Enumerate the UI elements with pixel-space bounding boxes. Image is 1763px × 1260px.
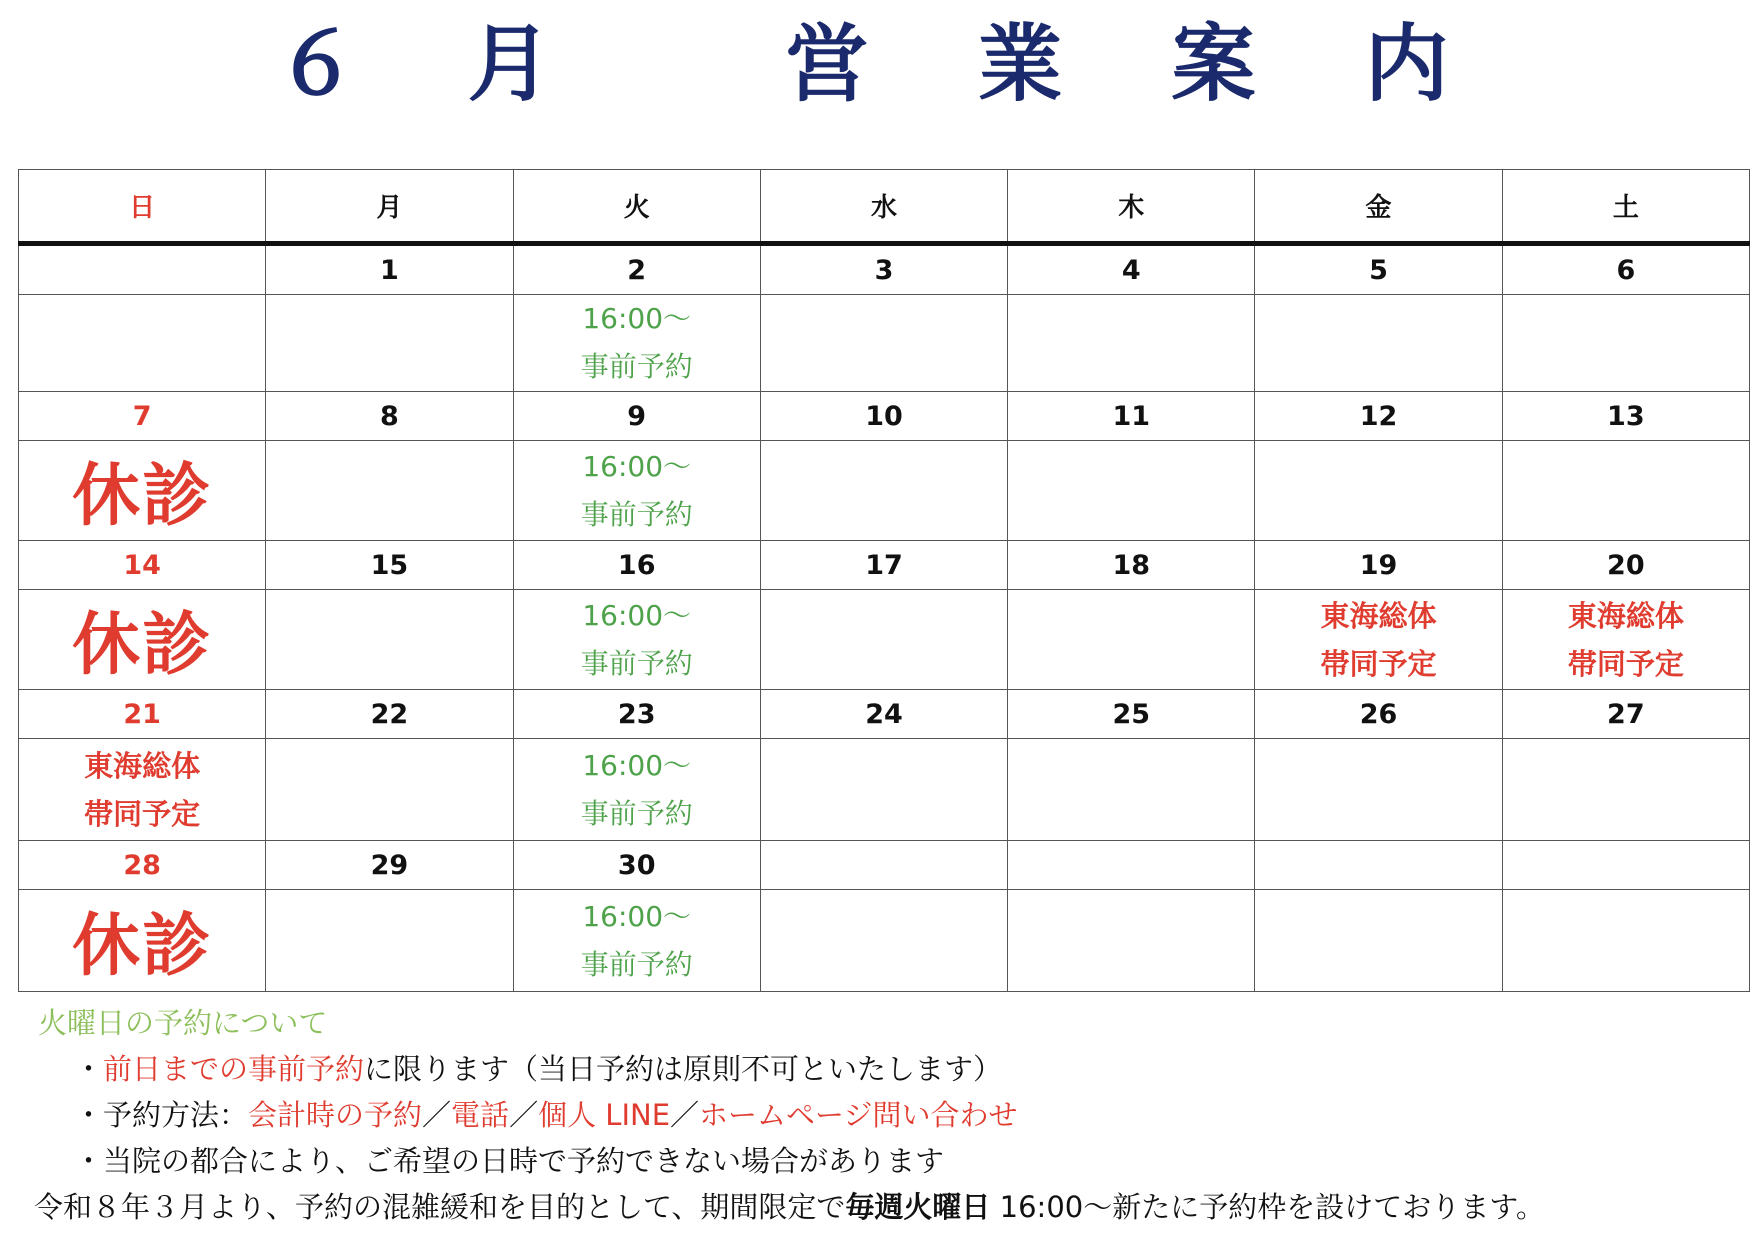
day-cell xyxy=(266,295,513,392)
closed-label: 休診 xyxy=(72,907,213,986)
day-cell xyxy=(19,441,266,541)
day-cell xyxy=(1502,590,1749,690)
date-number: 1 xyxy=(266,244,513,295)
date-number: 13 xyxy=(1502,392,1749,441)
reservation-note-line1: 16:00〜 xyxy=(582,598,692,632)
date-number: 28 xyxy=(19,841,266,890)
content-row xyxy=(19,441,1750,541)
day-cell xyxy=(1255,441,1502,541)
date-number: 20 xyxy=(1502,541,1749,590)
date-number: 12 xyxy=(1255,392,1502,441)
weekday-mon: 月 xyxy=(266,170,513,244)
weekday-header-row xyxy=(19,170,1750,244)
reservation-note-line1: 16:00〜 xyxy=(582,302,692,335)
calendar-body xyxy=(19,244,1750,992)
day-cell xyxy=(513,295,760,392)
reservation-note-line2: 事前予約 xyxy=(580,796,693,830)
day-cell xyxy=(513,590,760,690)
date-number: 25 xyxy=(1008,690,1255,739)
day-cell xyxy=(1008,890,1255,992)
day-cell xyxy=(1008,295,1255,392)
date-number: 15 xyxy=(266,541,513,590)
date-number xyxy=(760,841,1007,890)
weekday-sat: 土 xyxy=(1502,170,1749,244)
reservation-note-line1: 16:00〜 xyxy=(582,899,692,933)
day-cell xyxy=(266,739,513,841)
reservation-note-line2: 事前予約 xyxy=(580,646,693,680)
note-bullet: ・ xyxy=(74,1052,104,1086)
day-cell xyxy=(760,890,1007,992)
content-row xyxy=(19,739,1750,841)
closed-label: 休診 xyxy=(72,457,213,536)
date-number: 22 xyxy=(266,690,513,739)
day-cell xyxy=(266,441,513,541)
note-item-1 xyxy=(38,1046,1545,1092)
date-number: 18 xyxy=(1008,541,1255,590)
date-number xyxy=(1008,841,1255,890)
weekday-fri: 金 xyxy=(1255,170,1502,244)
notes-heading: 火曜日の予約について xyxy=(38,1006,328,1040)
day-cell xyxy=(1008,739,1255,841)
date-number: 14 xyxy=(19,541,266,590)
reservation-note-line1: 16:00〜 xyxy=(582,748,692,782)
weekday-tue: 火 xyxy=(513,170,760,244)
final-bold: 毎週火曜日 xyxy=(845,1190,991,1224)
day-cell xyxy=(760,441,1007,541)
reservation-note-line2: 事前予約 xyxy=(580,497,693,531)
date-number: 30 xyxy=(513,841,760,890)
day-cell xyxy=(266,890,513,992)
event-note-line1: 東海総体 xyxy=(1320,598,1437,633)
method-line: 個人 LINE xyxy=(538,1098,671,1132)
date-number: 16 xyxy=(513,541,760,590)
reservation-note-line2: 事前予約 xyxy=(580,350,693,383)
day-cell xyxy=(1502,441,1749,541)
weekday-sun: 日 xyxy=(19,170,266,244)
date-number: 2 xyxy=(513,244,760,295)
day-cell xyxy=(760,295,1007,392)
date-row xyxy=(19,244,1750,295)
day-cell xyxy=(266,590,513,690)
day-cell xyxy=(19,590,266,690)
date-number: 23 xyxy=(513,690,760,739)
day-cell xyxy=(1255,295,1502,392)
day-cell xyxy=(1255,739,1502,841)
date-number: 9 xyxy=(513,392,760,441)
date-row xyxy=(19,541,1750,590)
day-cell xyxy=(19,739,266,841)
note-text: に限ります（当日予約は原則不可といたします） xyxy=(364,1052,1003,1086)
separator: ／ xyxy=(509,1098,539,1132)
event-note-line2: 帯同予定 xyxy=(1320,646,1437,681)
note-final xyxy=(34,1184,1545,1230)
day-cell xyxy=(1008,441,1255,541)
day-cell xyxy=(760,590,1007,690)
date-number: 3 xyxy=(760,244,1007,295)
notes-section xyxy=(34,1000,1545,1230)
date-number: 11 xyxy=(1008,392,1255,441)
separator: ／ xyxy=(670,1098,700,1132)
content-row xyxy=(19,890,1750,992)
day-cell xyxy=(1502,295,1749,392)
method-checkout: 会計時の予約 xyxy=(248,1098,423,1132)
date-number: 4 xyxy=(1008,244,1255,295)
weekday-thu: 木 xyxy=(1008,170,1255,244)
day-cell xyxy=(760,739,1007,841)
day-cell xyxy=(513,739,760,841)
date-number xyxy=(1255,841,1502,890)
note-highlight-advance: 前日までの事前予約 xyxy=(103,1052,365,1086)
event-note-line2: 帯同予定 xyxy=(84,796,201,831)
reservation-note-line2: 事前予約 xyxy=(580,947,693,981)
final-text-2: 16:00〜新たに予約枠を設けております。 xyxy=(990,1190,1545,1224)
date-number: 17 xyxy=(760,541,1007,590)
method-phone: 電話 xyxy=(451,1098,510,1132)
date-number: 7 xyxy=(19,392,266,441)
day-cell xyxy=(513,441,760,541)
date-row xyxy=(19,841,1750,890)
day-cell xyxy=(19,890,266,992)
day-cell xyxy=(513,890,760,992)
day-cell xyxy=(19,295,266,392)
calendar-table xyxy=(18,169,1750,992)
event-note-line1: 東海総体 xyxy=(1567,598,1684,633)
date-number xyxy=(1502,841,1749,890)
closed-label: 休診 xyxy=(72,606,213,685)
event-note-line2: 帯同予定 xyxy=(1567,646,1684,681)
note-prefix: ・予約方法： xyxy=(74,1098,249,1132)
date-number: 19 xyxy=(1255,541,1502,590)
date-number: 6 xyxy=(1502,244,1749,295)
date-number: 21 xyxy=(19,690,266,739)
weekday-wed: 水 xyxy=(760,170,1007,244)
date-number: 5 xyxy=(1255,244,1502,295)
event-note-line1: 東海総体 xyxy=(84,748,201,783)
day-cell xyxy=(1255,590,1502,690)
method-homepage: ホームページ問い合わせ xyxy=(699,1098,1018,1132)
date-number: 26 xyxy=(1255,690,1502,739)
note-item-3: ・当院の都合により、ご希望の日時で予約できない場合があります xyxy=(74,1144,945,1178)
content-row xyxy=(19,590,1750,690)
date-number: 8 xyxy=(266,392,513,441)
date-number xyxy=(19,244,266,295)
date-row xyxy=(19,690,1750,739)
date-row xyxy=(19,392,1750,441)
final-text-1: 令和８年３月より、予約の混雑緩和を目的として、期間限定で xyxy=(34,1190,846,1224)
separator: ／ xyxy=(422,1098,452,1132)
date-number: 24 xyxy=(760,690,1007,739)
date-number: 29 xyxy=(266,841,513,890)
date-number: 27 xyxy=(1502,690,1749,739)
day-cell xyxy=(1008,590,1255,690)
day-cell xyxy=(1255,890,1502,992)
note-item-2 xyxy=(38,1092,1545,1138)
content-row xyxy=(19,295,1750,392)
date-number: 10 xyxy=(760,392,1007,441)
day-cell xyxy=(1502,890,1749,992)
day-cell xyxy=(1502,739,1749,841)
page-title: ６ 月 営 業 案 内 xyxy=(274,15,1489,113)
reservation-note-line1: 16:00〜 xyxy=(582,449,692,483)
